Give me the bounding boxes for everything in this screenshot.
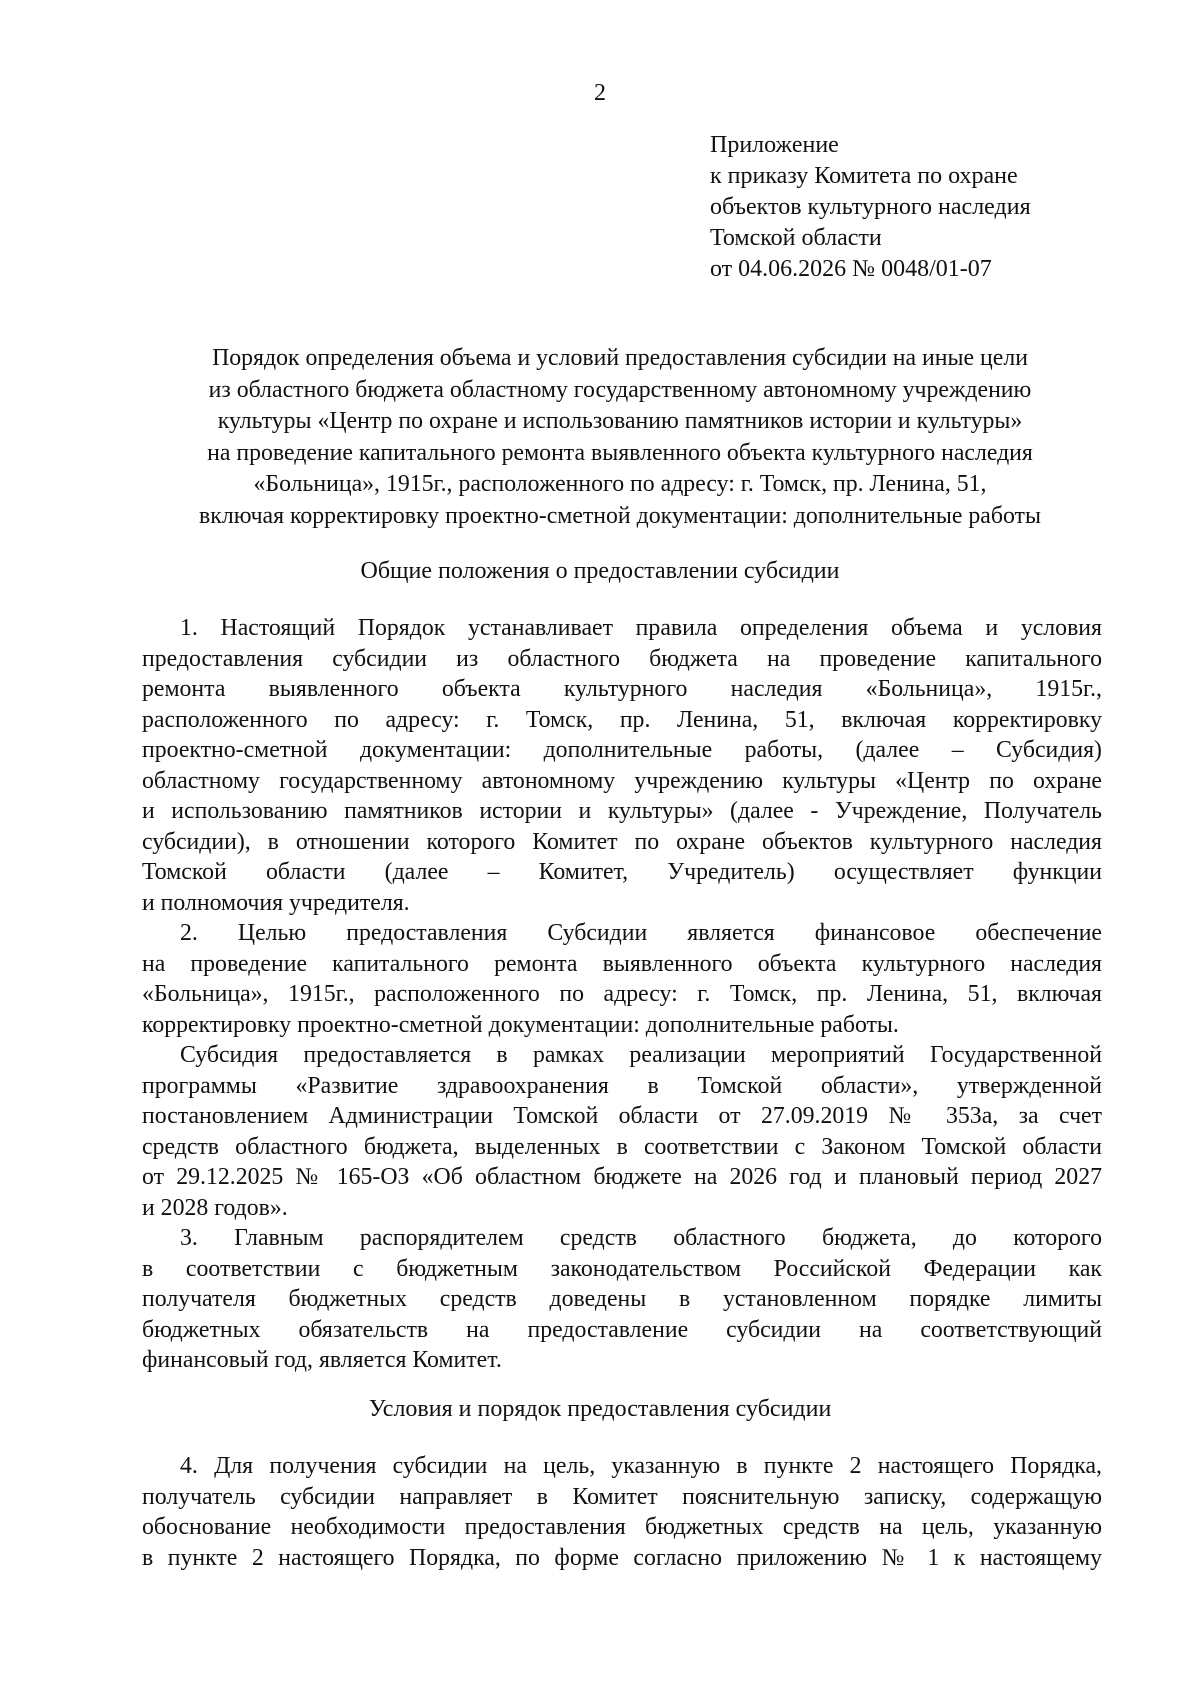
paragraph-line: получатель субсидии направляет в Комитет пояснительную записку, содержащую bbox=[142, 1483, 1102, 1510]
document-title bbox=[140, 343, 1100, 532]
paragraph-line: корректировку проектно-сметной документации: дополнительные работы. bbox=[142, 1011, 899, 1038]
paragraph-line: областному государственному автономному учреждению культуры «Центр по охране bbox=[142, 767, 1102, 794]
paragraph-line: бюджетных обязательств на предоставление субсидии на соответствующий bbox=[142, 1316, 1102, 1343]
title-line: из областного бюджета областному государственному автономному учреждению bbox=[208, 376, 1032, 403]
paragraph-line: 4. Для получения субсидии на цель, указанную в пункте 2 настоящего Порядка, bbox=[180, 1453, 1102, 1479]
paragraph-line: от 29.12.2025 № 165-ОЗ «Об областном бюджете на 2026 год и плановый период 2027 bbox=[142, 1164, 1102, 1190]
paragraph-line: расположенного по адресу: г. Томск, пр. Ленина, 51, включая корректировку bbox=[142, 706, 1102, 733]
paragraph-line: «Больница», 1915г., расположенного по адресу: г. Томск, пр. Ленина, 51, включая bbox=[142, 981, 1102, 1007]
paragraph-line: Субсидия предоставляется в рамках реализации мероприятий Государственной bbox=[180, 1042, 1102, 1068]
appendix-line: объектов культурного наследия bbox=[710, 194, 1031, 220]
paragraph-subsidy-program bbox=[142, 1040, 1102, 1223]
paragraph-line: постановлением Администрации Томской области от 27.09.2019 № 353а, за счет bbox=[142, 1103, 1102, 1129]
paragraph-line: 3. Главным распорядителем средств областного бюджета, до которого bbox=[180, 1225, 1102, 1251]
paragraph-4 bbox=[142, 1451, 1102, 1573]
paragraph-line: в пункте 2 настоящего Порядка, по форме согласно приложению № 1 к настоящему bbox=[142, 1544, 1102, 1571]
section-heading-conditions: Условия и порядок предоставления субсидии bbox=[368, 1396, 832, 1422]
paragraph-line: и полномочия учредителя. bbox=[142, 889, 410, 916]
section-general-body bbox=[142, 613, 1102, 1376]
paragraph-line: обоснование необходимости предоставления бюджетных средств на цель, указанную bbox=[142, 1514, 1102, 1540]
paragraph-line: предоставления субсидии из областного бюджета на проведение капитального bbox=[142, 645, 1102, 672]
appendix-line: от 04.06.2026 № 0048/01-07 bbox=[710, 256, 992, 282]
paragraph-line: на проведение капитального ремонта выявленного объекта культурного наследия bbox=[142, 950, 1102, 977]
paragraph-line: Томской области (далее – Комитет, Учредитель) осуществляет функции bbox=[142, 859, 1102, 885]
paragraph-line: получателя бюджетных средств доведены в установленном порядке лимиты bbox=[142, 1286, 1102, 1312]
paragraph-1 bbox=[142, 613, 1102, 918]
paragraph-line: ремонта выявленного объекта культурного наследия «Больница», 1915г., bbox=[142, 676, 1102, 702]
title-line: Порядок определения объема и условий предоставления субсидии на иные цели bbox=[212, 345, 1028, 371]
paragraph-line: программы «Развитие здравоохранения в Томской области», утвержденной bbox=[142, 1072, 1102, 1099]
title-line: культуры «Центр по охране и использованию памятников истории и культуры» bbox=[217, 408, 1023, 434]
paragraph-3 bbox=[142, 1223, 1102, 1376]
section-conditions-body bbox=[142, 1451, 1102, 1573]
paragraph-line: и использованию памятников истории и культуры» (далее - Учреждение, Получатель bbox=[142, 798, 1102, 824]
appendix-line: к приказу Комитета по охране bbox=[710, 163, 1018, 189]
paragraph-line: средств областного бюджета, выделенных в соответствии с Законом Томской области bbox=[142, 1133, 1102, 1160]
appendix-header bbox=[710, 130, 1031, 285]
paragraph-line: 1. Настоящий Порядок устанавливает правила определения объема и условия bbox=[180, 615, 1102, 641]
paragraph-line: проектно-сметной документации: дополнительные работы, (далее – Субсидия) bbox=[142, 737, 1102, 763]
section-heading-general: Общие положения о предоставлении субсидии bbox=[360, 558, 840, 584]
page-number: 2 bbox=[594, 80, 606, 106]
title-line: на проведение капитального ремонта выявленного объекта культурного наследия bbox=[207, 439, 1033, 466]
title-line: включая корректировку проектно-сметной документации: дополнительные работы bbox=[199, 502, 1041, 529]
paragraph-2 bbox=[142, 918, 1102, 1040]
paragraph-line: и 2028 годов». bbox=[142, 1194, 288, 1221]
title-line: «Больница», 1915г., расположенного по адресу: г. Томск, пр. Ленина, 51, bbox=[253, 471, 987, 497]
paragraph-line: финансовый год, является Комитет. bbox=[142, 1347, 502, 1373]
paragraph-line: в соответствии с бюджетным законодательством Российской Федерации как bbox=[142, 1255, 1102, 1282]
paragraph-line: субсидии), в отношении которого Комитет по охране объектов культурного наследия bbox=[142, 828, 1102, 855]
paragraph-line: 2. Целью предоставления Субсидии является финансовое обеспечение bbox=[180, 920, 1102, 946]
appendix-line: Томской области bbox=[710, 225, 882, 251]
appendix-line: Приложение bbox=[710, 132, 839, 158]
